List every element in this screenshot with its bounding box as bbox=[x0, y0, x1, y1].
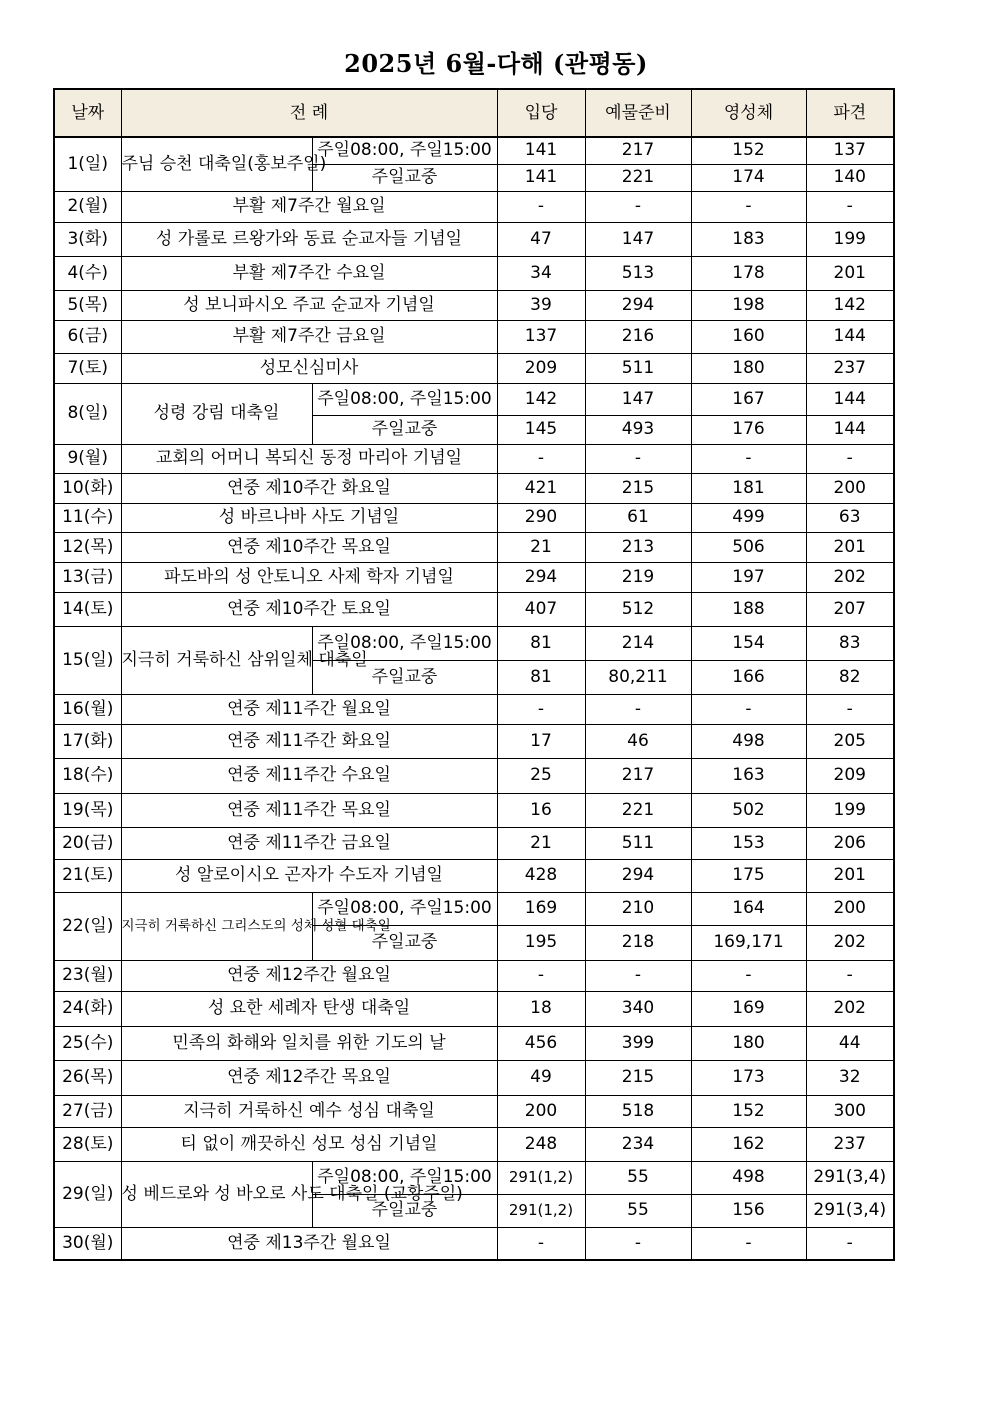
offering-cell: 221 bbox=[585, 793, 691, 827]
service-time-cell: 주일교중 bbox=[312, 660, 497, 694]
entrance-cell: 209 bbox=[497, 353, 585, 383]
entrance-cell: - bbox=[497, 191, 585, 222]
date-cell: 27(금) bbox=[54, 1095, 121, 1127]
dismissal-cell: 209 bbox=[806, 758, 894, 793]
liturgy-cell: 연중 제10주간 목요일 bbox=[121, 532, 497, 562]
service-time-cell: 주일교중 bbox=[312, 164, 497, 191]
entrance-cell: 141 bbox=[497, 164, 585, 191]
communion-cell: 183 bbox=[691, 222, 806, 256]
liturgy-cell: 민족의 화해와 일치를 위한 기도의 날 bbox=[121, 1026, 497, 1060]
table-row bbox=[54, 626, 894, 660]
communion-cell: - bbox=[691, 191, 806, 222]
offering-cell: 80,211 bbox=[585, 660, 691, 694]
communion-cell: 152 bbox=[691, 1095, 806, 1127]
date-cell: 30(월) bbox=[54, 1227, 121, 1260]
offering-cell: 294 bbox=[585, 290, 691, 320]
offering-cell: 46 bbox=[585, 724, 691, 758]
offering-cell: 518 bbox=[585, 1095, 691, 1127]
entrance-cell: 17 bbox=[497, 724, 585, 758]
table-row bbox=[54, 290, 894, 320]
service-time-cell: 주일교중 bbox=[312, 415, 497, 444]
table-row bbox=[54, 256, 894, 290]
entrance-cell: 81 bbox=[497, 626, 585, 660]
communion-cell: 174 bbox=[691, 164, 806, 191]
communion-cell: 178 bbox=[691, 256, 806, 290]
communion-cell: 164 bbox=[691, 892, 806, 925]
communion-cell: 167 bbox=[691, 383, 806, 415]
dismissal-cell: 202 bbox=[806, 562, 894, 592]
offering-cell: 147 bbox=[585, 383, 691, 415]
date-cell: 15(일) bbox=[54, 626, 121, 694]
table-row bbox=[54, 1227, 894, 1260]
table-row bbox=[54, 793, 894, 827]
entrance-cell: 18 bbox=[497, 991, 585, 1026]
communion-cell: 153 bbox=[691, 827, 806, 859]
date-cell: 29(일) bbox=[54, 1161, 121, 1227]
entrance-cell: 456 bbox=[497, 1026, 585, 1060]
table-row bbox=[54, 222, 894, 256]
date-cell: 9(월) bbox=[54, 444, 121, 473]
date-cell: 14(토) bbox=[54, 592, 121, 626]
communion-cell: 498 bbox=[691, 1161, 806, 1194]
communion-cell: - bbox=[691, 444, 806, 473]
dismissal-cell: 205 bbox=[806, 724, 894, 758]
entrance-cell: 25 bbox=[497, 758, 585, 793]
communion-cell: 181 bbox=[691, 473, 806, 503]
date-cell: 19(목) bbox=[54, 793, 121, 827]
communion-cell: 169 bbox=[691, 991, 806, 1026]
entrance-cell: 81 bbox=[497, 660, 585, 694]
communion-cell: 160 bbox=[691, 320, 806, 353]
table-row bbox=[54, 1127, 894, 1161]
dismissal-cell: 201 bbox=[806, 532, 894, 562]
entrance-cell: 21 bbox=[497, 827, 585, 859]
offering-cell: - bbox=[585, 694, 691, 724]
dismissal-cell: 291(3,4) bbox=[806, 1194, 894, 1227]
offering-cell: 217 bbox=[585, 137, 691, 164]
table-row bbox=[54, 1095, 894, 1127]
dismissal-cell: 237 bbox=[806, 1127, 894, 1161]
dismissal-cell: 201 bbox=[806, 859, 894, 892]
dismissal-cell: 144 bbox=[806, 320, 894, 353]
date-cell: 12(목) bbox=[54, 532, 121, 562]
date-cell: 6(금) bbox=[54, 320, 121, 353]
date-cell: 1(일) bbox=[54, 137, 121, 191]
dismissal-cell: 207 bbox=[806, 592, 894, 626]
table-row bbox=[54, 444, 894, 473]
communion-cell: 502 bbox=[691, 793, 806, 827]
entrance-cell: 407 bbox=[497, 592, 585, 626]
table-row bbox=[54, 562, 894, 592]
table-row bbox=[54, 827, 894, 859]
service-time-cell: 주일08:00, 주일15:00 bbox=[312, 626, 497, 660]
dismissal-cell: 200 bbox=[806, 473, 894, 503]
date-cell: 8(일) bbox=[54, 383, 121, 444]
entrance-cell: 16 bbox=[497, 793, 585, 827]
header-entrance: 입당 bbox=[497, 89, 585, 137]
communion-cell: 169,171 bbox=[691, 925, 806, 960]
entrance-cell: 169 bbox=[497, 892, 585, 925]
entrance-cell: 290 bbox=[497, 503, 585, 532]
date-cell: 13(금) bbox=[54, 562, 121, 592]
offering-cell: 340 bbox=[585, 991, 691, 1026]
date-cell: 2(월) bbox=[54, 191, 121, 222]
table-row bbox=[54, 991, 894, 1026]
date-cell: 24(화) bbox=[54, 991, 121, 1026]
entrance-cell: 47 bbox=[497, 222, 585, 256]
liturgy-cell: 주님 승천 대축일(홍보주일) bbox=[121, 137, 312, 191]
liturgy-cell: 연중 제12주간 월요일 bbox=[121, 960, 497, 991]
date-cell: 16(월) bbox=[54, 694, 121, 724]
header-row bbox=[54, 89, 894, 137]
table-row bbox=[54, 694, 894, 724]
liturgy-cell: 성 베드로와 성 바오로 사도 대축일 (교황주일) bbox=[121, 1161, 312, 1227]
offering-cell: 61 bbox=[585, 503, 691, 532]
offering-cell: 147 bbox=[585, 222, 691, 256]
offering-cell: 512 bbox=[585, 592, 691, 626]
offering-cell: 55 bbox=[585, 1194, 691, 1227]
offering-cell: 217 bbox=[585, 758, 691, 793]
entrance-cell: 195 bbox=[497, 925, 585, 960]
dismissal-cell: 63 bbox=[806, 503, 894, 532]
dismissal-cell: 82 bbox=[806, 660, 894, 694]
liturgy-cell: 성령 강림 대축일 bbox=[121, 383, 312, 444]
date-cell: 3(화) bbox=[54, 222, 121, 256]
liturgy-cell: 티 없이 깨끗하신 성모 성심 기념일 bbox=[121, 1127, 497, 1161]
schedule-table bbox=[53, 88, 895, 1261]
liturgy-cell: 교회의 어머니 복되신 동정 마리아 기념일 bbox=[121, 444, 497, 473]
table-row bbox=[54, 758, 894, 793]
date-cell: 7(토) bbox=[54, 353, 121, 383]
liturgy-cell: 연중 제13주간 월요일 bbox=[121, 1227, 497, 1260]
table-row bbox=[54, 532, 894, 562]
liturgy-cell: 연중 제11주간 목요일 bbox=[121, 793, 497, 827]
service-time-cell: 주일08:00, 주일15:00 bbox=[312, 892, 497, 925]
offering-cell: - bbox=[585, 444, 691, 473]
offering-cell: 216 bbox=[585, 320, 691, 353]
dismissal-cell: 202 bbox=[806, 925, 894, 960]
header-liturgy: 전 례 bbox=[121, 89, 497, 137]
entrance-cell: 421 bbox=[497, 473, 585, 503]
dismissal-cell: - bbox=[806, 191, 894, 222]
liturgy-cell: 연중 제11주간 화요일 bbox=[121, 724, 497, 758]
offering-cell: - bbox=[585, 191, 691, 222]
entrance-cell: - bbox=[497, 694, 585, 724]
entrance-cell: 428 bbox=[497, 859, 585, 892]
entrance-cell: 39 bbox=[497, 290, 585, 320]
page-title: 2025년 6월-다해 (관평동) bbox=[344, 49, 648, 78]
liturgy-cell: 성 가롤로 르왕가와 동료 순교자들 기념일 bbox=[121, 222, 497, 256]
table-row bbox=[54, 503, 894, 532]
communion-cell: 180 bbox=[691, 353, 806, 383]
dismissal-cell: 199 bbox=[806, 793, 894, 827]
header-offering: 예물준비 bbox=[585, 89, 691, 137]
service-time-cell: 주일교중 bbox=[312, 1194, 497, 1227]
entrance-cell: 21 bbox=[497, 532, 585, 562]
service-time-cell: 주일08:00, 주일15:00 bbox=[312, 137, 497, 164]
date-cell: 28(토) bbox=[54, 1127, 121, 1161]
dismissal-cell: 144 bbox=[806, 383, 894, 415]
offering-cell: 219 bbox=[585, 562, 691, 592]
communion-cell: 162 bbox=[691, 1127, 806, 1161]
entrance-cell: 291(1,2) bbox=[497, 1161, 585, 1194]
date-cell: 4(수) bbox=[54, 256, 121, 290]
offering-cell: 214 bbox=[585, 626, 691, 660]
entrance-cell: - bbox=[497, 1227, 585, 1260]
liturgy-cell: 부활 제7주간 금요일 bbox=[121, 320, 497, 353]
dismissal-cell: 32 bbox=[806, 1060, 894, 1095]
offering-cell: 213 bbox=[585, 532, 691, 562]
liturgy-cell: 지극히 거룩하신 예수 성심 대축일 bbox=[121, 1095, 497, 1127]
dismissal-cell: 83 bbox=[806, 626, 894, 660]
table-row bbox=[54, 1060, 894, 1095]
offering-cell: 215 bbox=[585, 1060, 691, 1095]
offering-cell: 55 bbox=[585, 1161, 691, 1194]
communion-cell: 180 bbox=[691, 1026, 806, 1060]
entrance-cell: 291(1,2) bbox=[497, 1194, 585, 1227]
table-row bbox=[54, 724, 894, 758]
offering-cell: 294 bbox=[585, 859, 691, 892]
date-cell: 20(금) bbox=[54, 827, 121, 859]
liturgy-cell: 연중 제11주간 수요일 bbox=[121, 758, 497, 793]
liturgy-cell: 부활 제7주간 월요일 bbox=[121, 191, 497, 222]
offering-cell: 210 bbox=[585, 892, 691, 925]
service-time-cell: 주일교중 bbox=[312, 925, 497, 960]
offering-cell: 399 bbox=[585, 1026, 691, 1060]
dismissal-cell: - bbox=[806, 960, 894, 991]
communion-cell: 163 bbox=[691, 758, 806, 793]
table-row bbox=[54, 592, 894, 626]
offering-cell: 218 bbox=[585, 925, 691, 960]
header-dismissal: 파견 bbox=[806, 89, 894, 137]
dismissal-cell: 142 bbox=[806, 290, 894, 320]
table-row bbox=[54, 859, 894, 892]
communion-cell: 498 bbox=[691, 724, 806, 758]
entrance-cell: 145 bbox=[497, 415, 585, 444]
communion-cell: 188 bbox=[691, 592, 806, 626]
date-cell: 21(토) bbox=[54, 859, 121, 892]
dismissal-cell: 144 bbox=[806, 415, 894, 444]
liturgy-cell: 성 바르나바 사도 기념일 bbox=[121, 503, 497, 532]
offering-cell: 511 bbox=[585, 827, 691, 859]
communion-cell: 166 bbox=[691, 660, 806, 694]
entrance-cell: 34 bbox=[497, 256, 585, 290]
liturgy-cell: 성 보니파시오 주교 순교자 기념일 bbox=[121, 290, 497, 320]
communion-cell: 156 bbox=[691, 1194, 806, 1227]
dismissal-cell: 200 bbox=[806, 892, 894, 925]
table-row bbox=[54, 473, 894, 503]
entrance-cell: - bbox=[497, 960, 585, 991]
date-cell: 26(목) bbox=[54, 1060, 121, 1095]
communion-cell: 198 bbox=[691, 290, 806, 320]
table-row bbox=[54, 191, 894, 222]
offering-cell: - bbox=[585, 960, 691, 991]
date-cell: 18(수) bbox=[54, 758, 121, 793]
date-cell: 5(목) bbox=[54, 290, 121, 320]
entrance-cell: - bbox=[497, 444, 585, 473]
offering-cell: 513 bbox=[585, 256, 691, 290]
service-time-cell: 주일08:00, 주일15:00 bbox=[312, 1161, 497, 1194]
liturgy-cell: 파도바의 성 안토니오 사제 학자 기념일 bbox=[121, 562, 497, 592]
dismissal-cell: - bbox=[806, 444, 894, 473]
communion-cell: 499 bbox=[691, 503, 806, 532]
date-cell: 23(월) bbox=[54, 960, 121, 991]
communion-cell: - bbox=[691, 694, 806, 724]
offering-cell: 215 bbox=[585, 473, 691, 503]
dismissal-cell: 202 bbox=[806, 991, 894, 1026]
date-cell: 11(수) bbox=[54, 503, 121, 532]
dismissal-cell: 206 bbox=[806, 827, 894, 859]
communion-cell: 197 bbox=[691, 562, 806, 592]
entrance-cell: 141 bbox=[497, 137, 585, 164]
communion-cell: 173 bbox=[691, 1060, 806, 1095]
dismissal-cell: 237 bbox=[806, 353, 894, 383]
dismissal-cell: - bbox=[806, 694, 894, 724]
table-row bbox=[54, 1026, 894, 1060]
liturgy-cell: 연중 제11주간 월요일 bbox=[121, 694, 497, 724]
communion-cell: 176 bbox=[691, 415, 806, 444]
date-cell: 17(화) bbox=[54, 724, 121, 758]
entrance-cell: 137 bbox=[497, 320, 585, 353]
table-row bbox=[54, 1161, 894, 1194]
date-cell: 10(화) bbox=[54, 473, 121, 503]
offering-cell: 493 bbox=[585, 415, 691, 444]
liturgy-cell: 연중 제10주간 토요일 bbox=[121, 592, 497, 626]
offering-cell: 511 bbox=[585, 353, 691, 383]
liturgy-cell: 연중 제12주간 목요일 bbox=[121, 1060, 497, 1095]
header-communion: 영성체 bbox=[691, 89, 806, 137]
table-row bbox=[54, 320, 894, 353]
dismissal-cell: 140 bbox=[806, 164, 894, 191]
offering-cell: 234 bbox=[585, 1127, 691, 1161]
liturgy-cell: 성 요한 세례자 탄생 대축일 bbox=[121, 991, 497, 1026]
table-row bbox=[54, 960, 894, 991]
liturgy-cell: 지극히 거룩하신 삼위일체 대축일 bbox=[121, 626, 312, 694]
dismissal-cell: 201 bbox=[806, 256, 894, 290]
date-cell: 25(수) bbox=[54, 1026, 121, 1060]
offering-cell: - bbox=[585, 1227, 691, 1260]
table-row bbox=[54, 353, 894, 383]
dismissal-cell: - bbox=[806, 1227, 894, 1260]
entrance-cell: 49 bbox=[497, 1060, 585, 1095]
date-cell: 22(일) bbox=[54, 892, 121, 960]
service-time-cell: 주일08:00, 주일15:00 bbox=[312, 383, 497, 415]
communion-cell: 506 bbox=[691, 532, 806, 562]
liturgy-cell: 연중 제10주간 화요일 bbox=[121, 473, 497, 503]
communion-cell: 175 bbox=[691, 859, 806, 892]
liturgy-cell: 지극히 거룩하신 그리스도의 성체 성혈 대축일 bbox=[121, 892, 312, 960]
dismissal-cell: 44 bbox=[806, 1026, 894, 1060]
liturgy-cell: 성모신심미사 bbox=[121, 353, 497, 383]
liturgy-cell: 연중 제11주간 금요일 bbox=[121, 827, 497, 859]
offering-cell: 221 bbox=[585, 164, 691, 191]
communion-cell: 152 bbox=[691, 137, 806, 164]
dismissal-cell: 291(3,4) bbox=[806, 1161, 894, 1194]
entrance-cell: 200 bbox=[497, 1095, 585, 1127]
entrance-cell: 248 bbox=[497, 1127, 585, 1161]
dismissal-cell: 199 bbox=[806, 222, 894, 256]
liturgy-cell: 성 알로이시오 곤자가 수도자 기념일 bbox=[121, 859, 497, 892]
header-date: 날짜 bbox=[54, 89, 121, 137]
table-row bbox=[54, 892, 894, 925]
dismissal-cell: 137 bbox=[806, 137, 894, 164]
entrance-cell: 142 bbox=[497, 383, 585, 415]
communion-cell: 154 bbox=[691, 626, 806, 660]
liturgy-cell: 부활 제7주간 수요일 bbox=[121, 256, 497, 290]
table-row bbox=[54, 383, 894, 415]
entrance-cell: 294 bbox=[497, 562, 585, 592]
communion-cell: - bbox=[691, 960, 806, 991]
table-row bbox=[54, 137, 894, 164]
communion-cell: - bbox=[691, 1227, 806, 1260]
dismissal-cell: 300 bbox=[806, 1095, 894, 1127]
